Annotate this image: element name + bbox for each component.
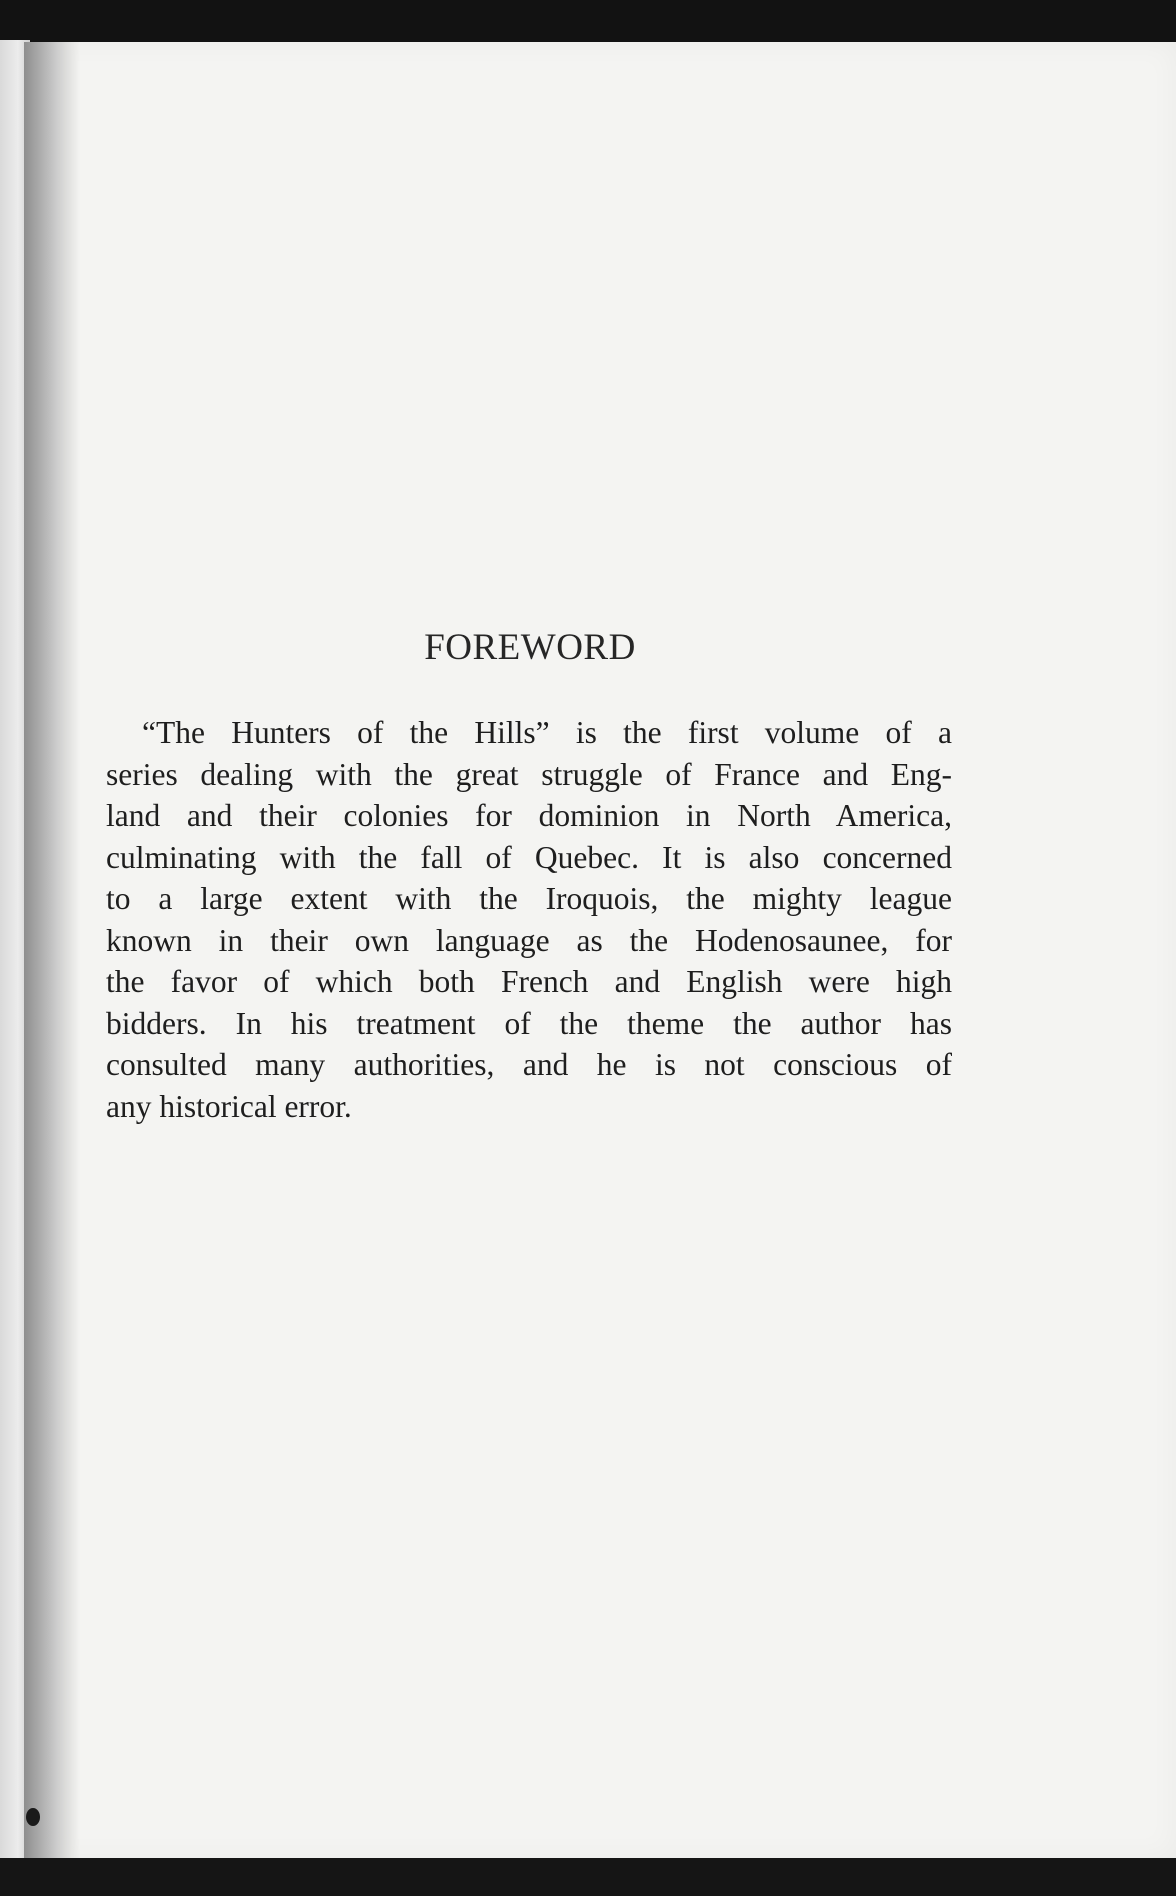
paragraph-line: series dealing with the great struggle of France and Eng-: [106, 756, 952, 792]
foreword-paragraph: [106, 712, 952, 1127]
foreword-heading: FOREWORD: [424, 627, 636, 668]
binding-shadow: [24, 42, 80, 1858]
paragraph-line: the favor of which both French and English were high: [106, 964, 952, 999]
paragraph-line: land and their colonies for dominion in North America,: [106, 798, 952, 833]
scan-bottom-border: [0, 1858, 1176, 1896]
scan-speck: [26, 1808, 40, 1826]
scan-top-border: [0, 0, 1176, 46]
paragraph-line: “The Hunters of the Hills” is the first volume of a: [142, 715, 952, 750]
paragraph-line: bidders. In his treatment of the theme the author has: [106, 1005, 952, 1041]
paragraph-line: known in their own language as the Hodenosaunee, for: [106, 922, 952, 958]
paragraph-line: any historical error.: [106, 1088, 352, 1124]
paragraph-line: culminating with the fall of Quebec. It is also concerned: [106, 839, 952, 875]
paragraph-line: to a large extent with the Iroquois, the mighty league: [106, 881, 952, 916]
paragraph-line: consulted many authorities, and he is not conscious of: [106, 1047, 952, 1082]
